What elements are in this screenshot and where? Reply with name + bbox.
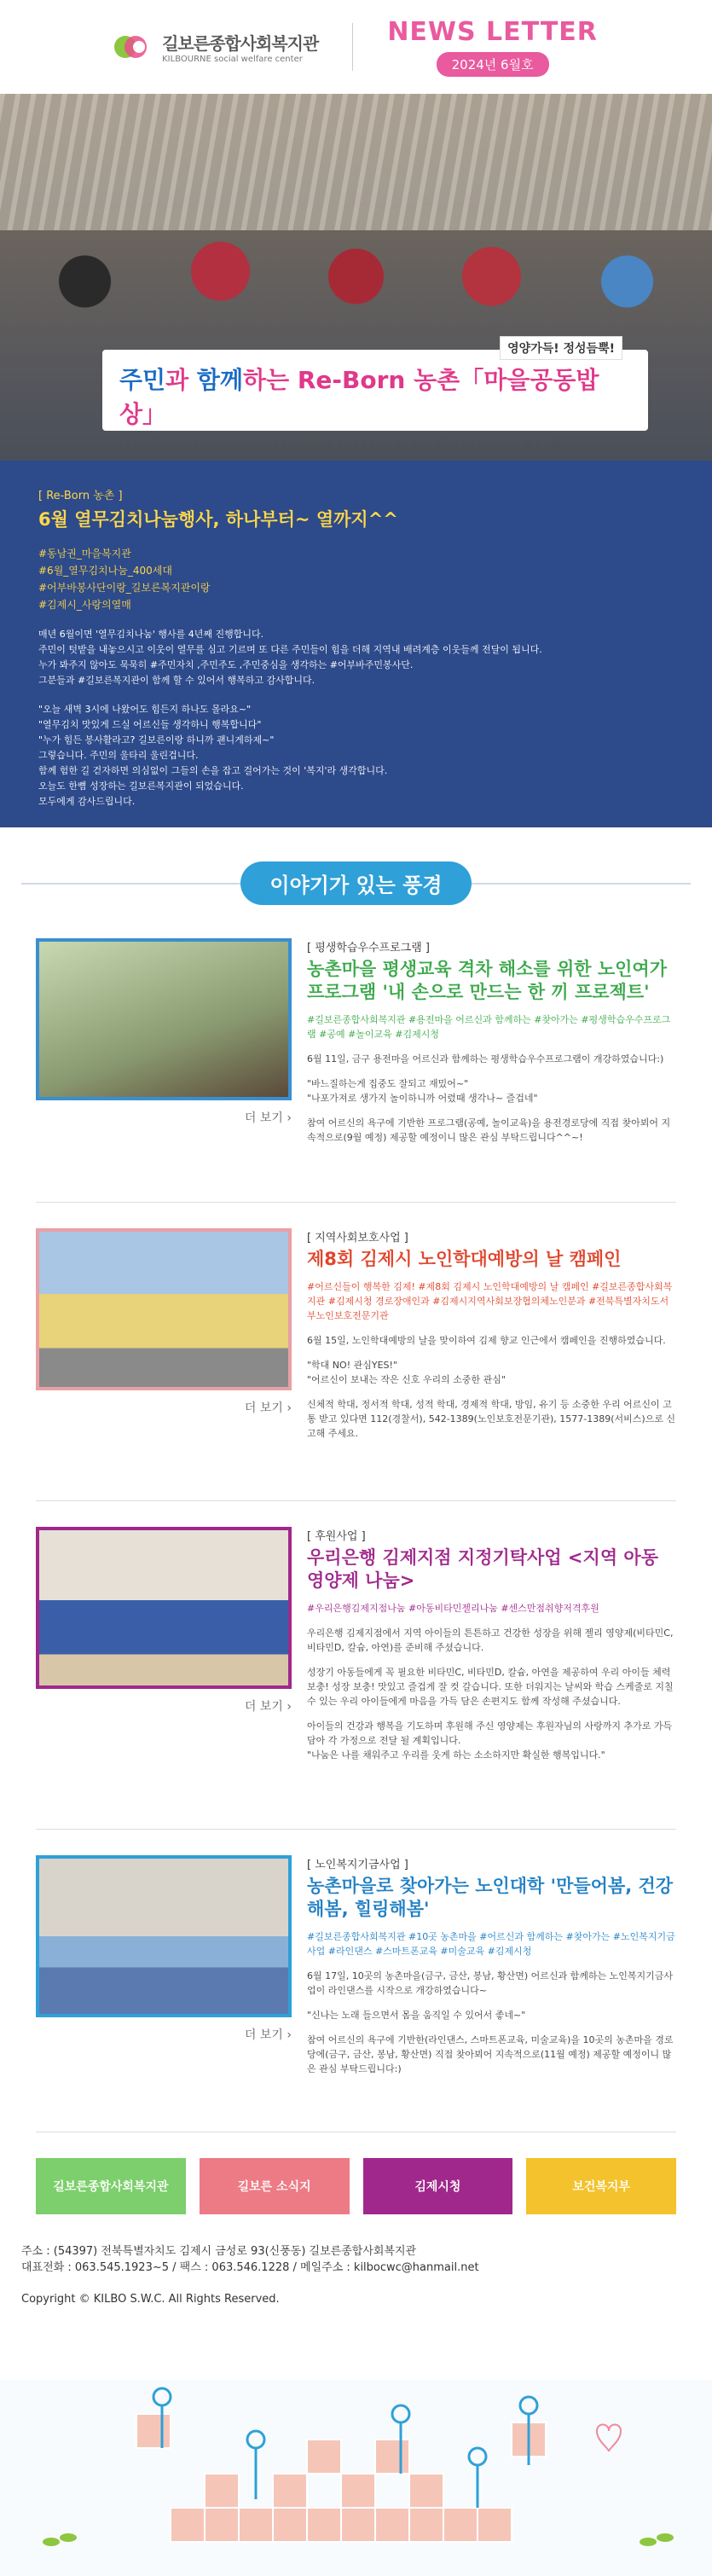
header-divider — [352, 23, 353, 71]
newsletter-heading — [387, 17, 598, 77]
story-title: 제8회 김제시 노인학대예방의 날 캠페인 — [307, 1249, 622, 1269]
story-paragraph: 아이들의 건강과 행복을 기도하며 후원해 주신 영양제는 후원자님의 사랑까지 추가로 가득 담아 각 가정으로 전달 될 계획입니다. "나눔은 나를 채워주고 우리를 웃게 하는 소소하지만 확실한 행복입니다." — [307, 1720, 673, 1761]
story-paragraph: 참여 어르신의 욕구에 기반한 프로그램(공예, 놀이교육)을 용전경로당에 직접 찾아뵈어 지속적으로(9월 예정) 제공할 예정이니 많은 관심 부탁드립니다^^~! — [307, 1117, 671, 1143]
footer-copyright: Copyright © KILBO S.W.C. All Rights Reserved. — [21, 2293, 280, 2306]
footer-contact: 대표전화 : 063.545.1923~5 / 팩스 : 063.546.1228 / 메일주소 : kilbocwc@hanmail.net — [21, 2261, 479, 2274]
story-paragraph: 6월 17일, 10곳의 농촌마을(금구, 금산, 봉남, 황산면) 어르신과 함께하는 노인복지기금사업이 라인댄스를 시작으로 개강하였습니다~ — [307, 1970, 674, 1996]
hero-photo — [0, 94, 712, 461]
link-button-kilbourne[interactable]: 길보른종합사회복지관 — [36, 2158, 186, 2214]
story-category: [ 평생학습우수프로그램 ] — [307, 942, 430, 954]
greenhouse-roof — [0, 94, 712, 230]
link-button-newsletter[interactable]: 길보른 소식지 — [200, 2158, 350, 2214]
story-paragraph: 6월 15일, 노인학대예방의 날을 맞이하여 김제 향교 인근에서 캠페인을 진행하였습니다. — [307, 1335, 666, 1346]
link-button-gimje-city[interactable]: 김제시청 — [363, 2158, 513, 2214]
brand-logo[interactable] — [114, 30, 318, 64]
intro-tag: [ Re-Born 농촌 ] — [38, 490, 123, 502]
volunteer-group-photo — [17, 230, 695, 333]
story-photo[interactable] — [36, 938, 292, 1100]
header — [0, 0, 712, 94]
story-title: 우리은행 김제지점 지정기탁사업 <지역 아동 영양제 나눔> — [307, 1547, 658, 1591]
story-category: [ 노인복지기금사업 ] — [307, 1859, 408, 1871]
story-quote: "신나는 노래 들으면서 몸을 움직일 수 있어서 좋네~" — [307, 2010, 526, 2021]
story-tags: #우리은행김제지점나눔 #아동비타민젤리나눔 #센스만점취향저격후원 — [307, 1603, 599, 1614]
footer-illustration — [0, 2380, 712, 2576]
stories-heading — [0, 827, 712, 938]
newsletter-title: NEWS LETTER — [387, 17, 598, 47]
link-buttons — [0, 2158, 712, 2214]
more-link[interactable]: 더 보기 › — [244, 2028, 292, 2042]
story-item — [0, 1203, 712, 1501]
story-title: 농촌마을로 찾아가는 노인대학 '만들어봄, 건강해봄, 힐링해봄' — [307, 1876, 674, 1919]
brand-name-en: KILBOURNE social welfare center — [162, 55, 303, 64]
story-paragraph: 신체적 학대, 정서적 학대, 성적 학대, 경제적 학대, 방임, 유기 등 소중한 우리 어르신이 고통 받고 있다면 112(경찰서), 542-1389(노인보호전문기관), 1577-1389(서비스)으로 신고해 주세요. — [307, 1399, 676, 1439]
story-paragraph: 성장기 아동들에게 꼭 필요한 비타민C, 비타민D, 칼슘, 아연을 제공하여 우리 아이들 체력 보충! 성장 보충! 맛있고 즐겁게 잘 컷 갈습니다. 또한 더워지는 날씨와 학습 스케줄로 지칠 수 있는 우리 아이들에게 마음을 가득 담은 손편지도 함께 작성해 주셨습니다. — [307, 1667, 674, 1707]
event-banner — [102, 342, 648, 448]
story-title: 농촌마을 평생교육 격차 해소를 위한 노인여가프로그램 '내 손으로 만드는 한 끼 프로젝트' — [307, 959, 667, 1002]
story-tags: #어르신들이 행복한 김제! #제8회 김제시 노인학대예방의 날 캠페인 #길보른종합사회복지관 #김제시청 경로장애인과 #김제시지역사회보장협의체노인분과 #전북특별자치도서부노인보호전문기관 — [307, 1281, 673, 1321]
story-photo[interactable] — [36, 1228, 292, 1390]
intro-quotes: "오늘 새벽 3시에 나왔어도 힘든지 하나도 몰라요~" "열무김치 맛있게 드실 어르신들 생각하니 행복합니다" "누가 힘든 봉사활라고? 길보른이랑 하니까 괜니게하제~" 그렇습니다. 주민의 울타리 울린겁니다. 함께 험한 길 걷자하면 의심없이 그들의 손을 잡고 걸어가는 것이 '복지'라 생각합니다. 오늘도 한뼘 성장하는 길보른복지관이 되었습니다. 모두에게 감사드립니다. — [38, 704, 388, 807]
story-paragraph: 참여 어르신의 욕구에 기반한(라인댄스, 스마트폰교육, 미술교육)을 10곳의 농촌마을 경로당에(금구, 금산, 봉남, 황산면) 직접 찾아뵈어 지속적으로(11월 예정) 제공할 예정이니 많은 관심 부탁드립니다:) — [307, 2034, 674, 2074]
more-link[interactable]: 더 보기 › — [244, 1111, 292, 1125]
footer-address: 주소 : (54397) 전북특별자치도 김제시 금성로 93(신풍동) 길보른종합사회복지관 — [21, 2245, 417, 2258]
intro-section — [0, 461, 712, 827]
more-link[interactable]: 더 보기 › — [244, 1700, 292, 1714]
story-quote: "바느질하는게 집중도 잘되고 재밌어~" "나포가져로 생가지 놀이하니까 어렸때 생각나~ 즐겁네" — [307, 1078, 538, 1104]
story-item — [0, 938, 712, 1203]
intro-title: 6월 열무김치나눔행사, 하나부터~ 열까지^^ — [38, 509, 398, 530]
story-tags: #길보른종합사회복지관 #용전마을 어르신과 함께하는 #찾아가는 #평생학습우수프로그램 #공예 #놀이교육 #김제시청 — [307, 1014, 671, 1040]
banner-subtitle: 영양가득! 정성듬뿍! — [500, 336, 622, 360]
story-photo[interactable] — [36, 1855, 292, 2017]
issue-badge: 2024년 6월호 — [437, 52, 549, 77]
story-tags: #길보른종합사회복지관 #10곳 농촌마을 #어르신과 함께하는 #찾아가는 #노인복지기금사업 #라인댄스 #스마트폰교육 #미술교육 #김제시청 — [307, 1931, 675, 1957]
story-item — [0, 1501, 712, 1830]
logo-icon — [114, 32, 153, 61]
banner-organizers: 공동주관 : 어부바 주민자치회사단, 금산면행정복지센터, 길보른종합사회복지관 | 지원 : 사랑의열매 전북지회, 김제시 — [119, 438, 553, 448]
link-button-ministry[interactable]: 보건복지부 — [526, 2158, 676, 2214]
banner-title: 주민과 함께하는 Re-Born 농촌「마을공동밥상」 — [119, 366, 599, 428]
footer — [0, 2214, 712, 2307]
brand-name: 길보른종합사회복지관 — [162, 33, 319, 54]
section-title: 이야기가 있는 풍경 — [240, 862, 471, 905]
intro-hashtags: #동남권_마을복지관 #6월_열무김치나눔_400세대 #어부바봉사단이랑_길보른복지관이랑 #김제시_사랑의열매 — [38, 548, 211, 611]
story-quote: "학대 NO! 관심YES!" "어르신이 보내는 작은 신호 우리의 소중한 관심" — [307, 1360, 506, 1385]
story-paragraph: 우리은행 김제지점에서 지역 아이들의 튼튼하고 건강한 성장을 위해 젤리 영양제(비타민C, 비타민D, 칼슘, 아연)를 준비해 주셨습니다. — [307, 1627, 674, 1653]
story-paragraph: 6월 11일, 금구 용전마을 어르신과 함께하는 평생학습우수프로그램이 개강하였습니다:) — [307, 1053, 664, 1065]
story-category: [ 지역사회보호사업 ] — [307, 1232, 408, 1244]
intro-body: 매년 6월이면 '열무김치나눔' 행사를 4년째 진행합니다. 주민이 텃밭을 내놓으시고 이웃이 열무를 심고 기르며 또 다른 주민들이 힘을 더해 지역내 배려계층 이웃들께 전달이 됩니다. 누가 봐주지 않아도 묵묵히 #주민자치 ,주민주도 ,주민중심을 생각하는 #어부바주민봉사단. 그분들과 #길보른복지관이 함께 할 수 있어서 행복하고 감사합니다. — [38, 629, 542, 686]
more-link[interactable]: 더 보기 › — [244, 1401, 292, 1415]
story-photo[interactable] — [36, 1527, 292, 1689]
story-item — [0, 1830, 712, 2132]
story-category: [ 후원사업 ] — [307, 1530, 366, 1543]
